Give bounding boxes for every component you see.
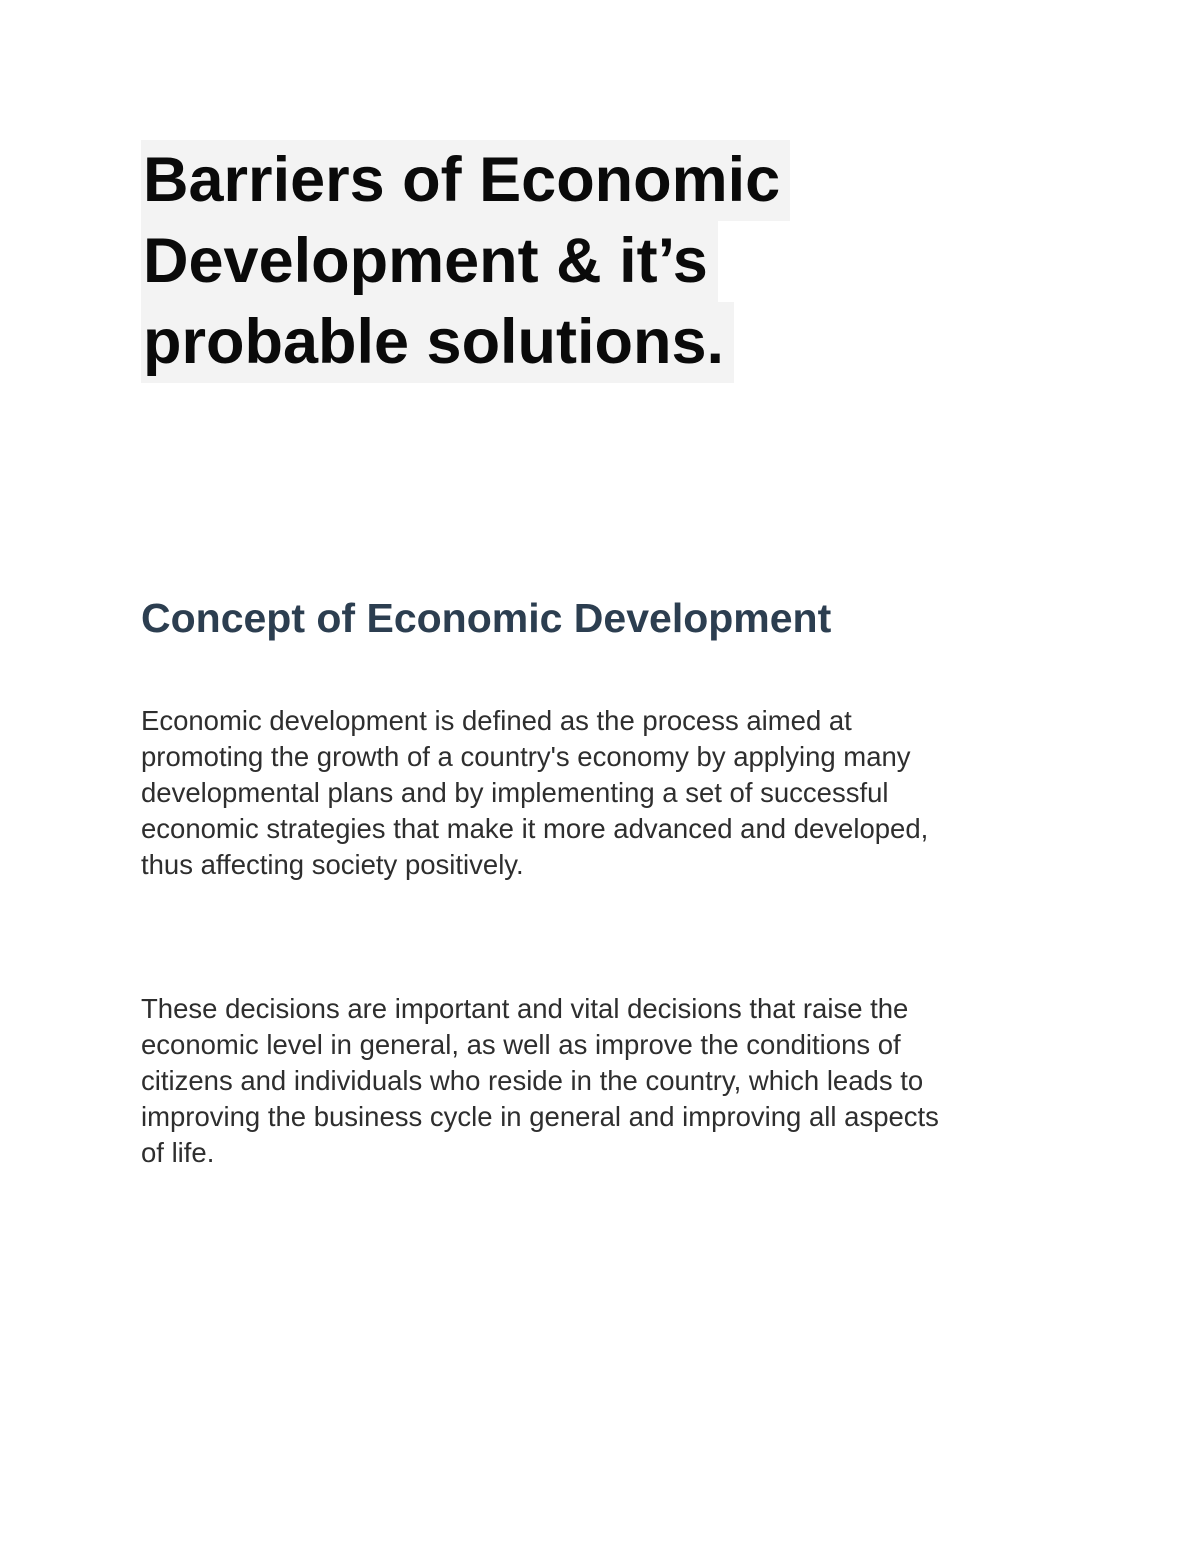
body-paragraph (141, 991, 1071, 1171)
paragraph-line: Economic development is defined as the process aimed at (141, 705, 852, 736)
paragraph-line: promoting the growth of a country's economy by applying many (141, 741, 911, 772)
paragraph-line: thus affecting society positively. (141, 849, 524, 880)
document-title (141, 140, 790, 383)
paragraph-line: economic strategies that make it more advanced and developed, (141, 813, 929, 844)
paragraph-line: developmental plans and by implementing a set of successful (141, 777, 889, 808)
paragraph-line: economic level in general, as well as improve the conditions of (141, 1029, 901, 1060)
title-line: Barriers of Economic (141, 140, 790, 221)
paragraph-line: improving the business cycle in general and improving all aspects (141, 1101, 939, 1132)
title-line: Development & it’s (141, 221, 718, 302)
paragraph-line: of life. (141, 1137, 215, 1168)
section-heading: Concept of Economic Development (141, 595, 832, 641)
body-paragraph (141, 703, 1071, 883)
paragraph-line: citizens and individuals who reside in the country, which leads to (141, 1065, 924, 1096)
paragraph-line: These decisions are important and vital decisions that raise the (141, 993, 909, 1024)
title-line: probable solutions. (141, 302, 734, 383)
